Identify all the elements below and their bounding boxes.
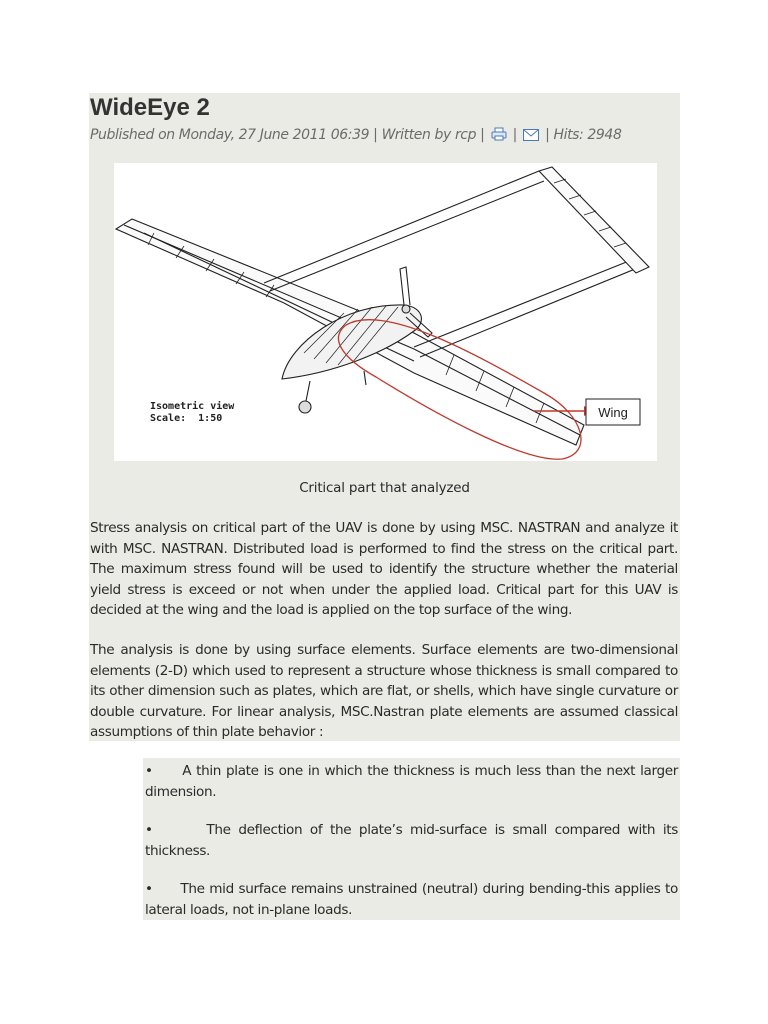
paragraph-2: The analysis is done by using surface elements. Surface elements are two-dimensional elements (2-D) which used to represent a structure whose thickness is small compared to its other dimension such as plates, which are flat, or shells, which have single curvature or double curvature. For linear analysis, MSC.Nastran plate elements are assumed classical assumptions of thin plate behavior : xyxy=(90,642,678,740)
hits-count: Hits: 2948 xyxy=(553,127,622,143)
meta-separator: | xyxy=(512,127,517,143)
bullet-item xyxy=(145,820,678,861)
bullet-item xyxy=(145,761,678,802)
bullet-text: The mid surface remains unstrained (neutral) during bending-this applies to lateral loads, not in-plane loads. xyxy=(145,881,678,918)
aircraft-drawing xyxy=(114,163,657,461)
printer-icon[interactable] xyxy=(491,127,507,146)
published-date: Published on Monday, 27 June 2011 06:39 xyxy=(90,127,370,143)
bullet-text: The deflection of the plate’s mid-surface is small compared with its thickness. xyxy=(145,822,678,859)
article-title: WideEye 2 xyxy=(90,94,210,121)
envelope-icon[interactable] xyxy=(523,128,539,146)
article-meta xyxy=(90,126,621,146)
bullet-marker: • xyxy=(145,763,153,779)
aircraft-figure xyxy=(114,163,657,461)
figure-caption: Critical part that analyzed xyxy=(299,480,470,496)
paragraph-1: Stress analysis on critical part of the UAV is done by using MSC. NASTRAN and analyze it with MSC. NASTRAN. Distributed load is performed to find the stress on the critical part. The maximum stress found will be used to identify the structure whether the material yield stress is exceed or not when under the applied load. Critical part for this UAV is decided at the wing and the load is applied on the top surface of the wing. xyxy=(90,520,678,618)
view-label: Isometric view xyxy=(150,401,235,412)
bullet-item xyxy=(145,879,678,920)
meta-separator: | xyxy=(480,127,485,143)
meta-separator: | xyxy=(373,127,378,143)
scale-label: Scale: 1:50 xyxy=(150,413,223,424)
bullet-marker: • xyxy=(145,881,153,897)
author: Written by rcp xyxy=(381,127,477,143)
bullet-text: A thin plate is one in which the thickness is much less than the next larger dimension. xyxy=(145,763,679,800)
bullet-marker: • xyxy=(145,822,153,838)
wing-callout-label: Wing xyxy=(598,405,628,420)
meta-separator: | xyxy=(545,127,550,143)
